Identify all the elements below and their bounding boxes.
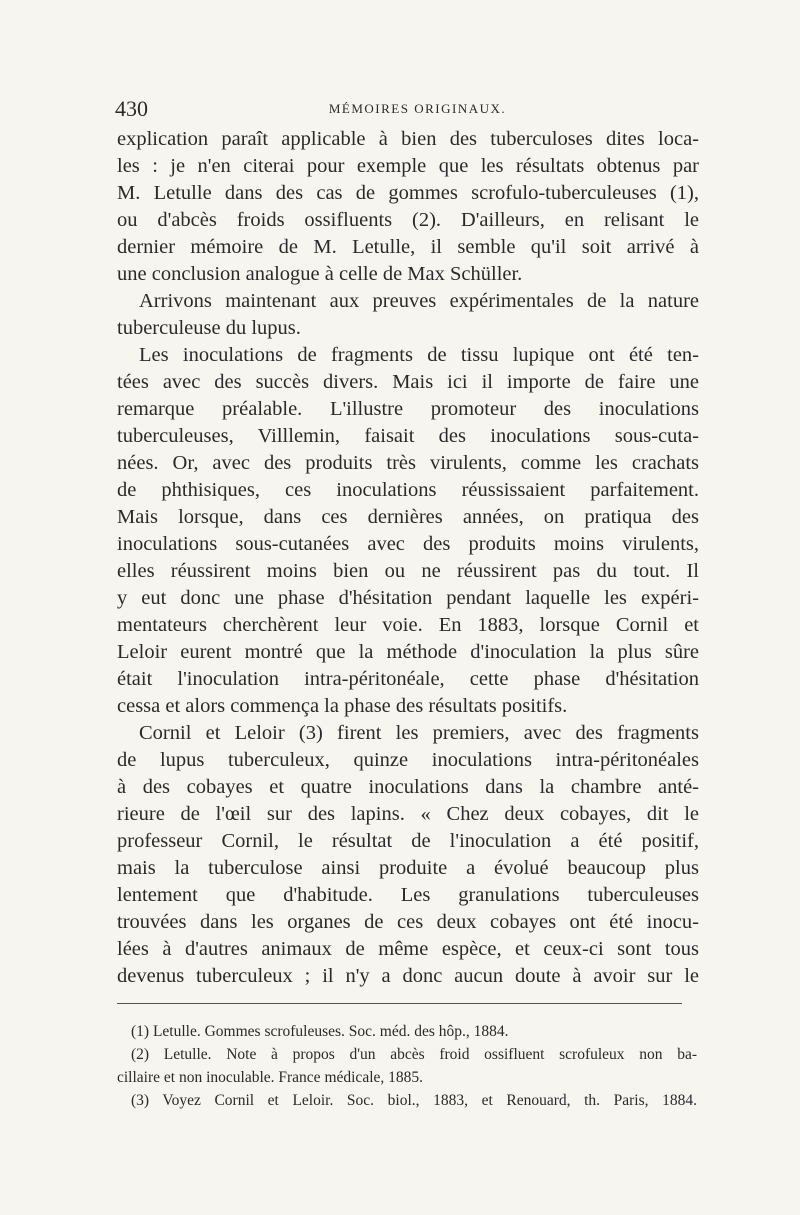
text-line: remarque préalable. L'illustre promoteur des inoculations bbox=[117, 398, 699, 420]
text-line: cessa et alors commença la phase des résultats positifs. bbox=[117, 695, 568, 717]
text-line: ou d'abcès froids ossifluents (2). D'ailleurs, en relisant le bbox=[117, 209, 699, 231]
text-line: lées à d'autres animaux de même espèce, et ceux-ci sont tous bbox=[117, 938, 699, 960]
text-line: M. Letulle dans des cas de gommes scrofulo-tuberculeuses (1), bbox=[117, 182, 699, 204]
text-line: professeur Cornil, le résultat de l'inoculation a été positif, bbox=[117, 830, 699, 852]
page-header bbox=[115, 96, 700, 120]
text-line: mais la tuberculose ainsi produite a évolué beaucoup plus bbox=[117, 857, 699, 879]
footnote: (3) Voyez Cornil et Leloir. Soc. biol., 1883, et Renouard, th. Paris, 1884. bbox=[131, 1092, 697, 1109]
text-line: explication paraît applicable à bien des tuberculoses dites loca- bbox=[117, 128, 699, 150]
text-line: trouvées dans les organes de ces deux cobayes ont été inocu- bbox=[117, 911, 699, 933]
text-line: Leloir eurent montré que la méthode d'inoculation la plus sûre bbox=[117, 641, 699, 663]
text-line: était l'inoculation intra-péritonéale, cette phase d'hésitation bbox=[117, 668, 699, 690]
text-line: inoculations sous-cutanées avec des produits moins virulents, bbox=[117, 533, 699, 555]
text-line: Les inoculations de fragments de tissu lupique ont été ten- bbox=[139, 344, 699, 366]
text-line: de lupus tuberculeux, quinze inoculations intra-péritonéales bbox=[117, 749, 699, 771]
footnote: (1) Letulle. Gommes scrofuleuses. Soc. méd. des hôp., 1884. bbox=[131, 1023, 509, 1040]
text-line: y eut donc une phase d'hésitation pendant laquelle les expéri- bbox=[117, 587, 699, 609]
running-head: MÉMOIRES ORIGINAUX. bbox=[328, 101, 507, 116]
text-line: rieure de l'œil sur des lapins. « Chez deux cobayes, dit le bbox=[117, 803, 699, 825]
text-line: tuberculeuses, Villlemin, faisait des inoculations sous-cuta- bbox=[117, 425, 699, 447]
page-number: 430 bbox=[115, 96, 148, 121]
text-line: une conclusion analogue à celle de Max Schüller. bbox=[117, 263, 523, 285]
footnote-separator bbox=[117, 1003, 682, 1004]
text-line: Cornil et Leloir (3) firent les premiers, avec des fragments bbox=[139, 722, 699, 744]
footnote-continuation: cillaire et non inoculable. France médicale, 1885. bbox=[117, 1069, 424, 1086]
text-line: Mais lorsque, dans ces dernières années, on pratiqua des bbox=[117, 506, 699, 528]
body-text bbox=[117, 126, 699, 990]
text-line: à des cobayes et quatre inoculations dans la chambre anté- bbox=[117, 776, 699, 798]
text-line: mentateurs cherchèrent leur voie. En 1883, lorsque Cornil et bbox=[117, 614, 699, 636]
footnotes bbox=[117, 1020, 697, 1112]
text-line: lentement que d'habitude. Les granulations tuberculeuses bbox=[117, 884, 699, 906]
text-line: tées avec des succès divers. Mais ici il importe de faire une bbox=[117, 371, 699, 393]
text-line: tuberculeuse du lupus. bbox=[117, 317, 301, 339]
footnote: (2) Letulle. Note à propos d'un abcès froid ossifluent scrofuleux non ba- bbox=[131, 1046, 697, 1063]
text-line: nées. Or, avec des produits très virulents, comme les crachats bbox=[117, 452, 699, 474]
text-line: les : je n'en citerai pour exemple que les résultats obtenus par bbox=[117, 155, 699, 177]
text-line: elles réussirent moins bien ou ne réussirent pas du tout. Il bbox=[117, 560, 699, 582]
text-line: dernier mémoire de M. Letulle, il semble qu'il soit arrivé à bbox=[117, 236, 699, 258]
text-line: de phthisiques, ces inoculations réussissaient parfaitement. bbox=[117, 479, 699, 501]
text-line: Arrivons maintenant aux preuves expérimentales de la nature bbox=[139, 290, 699, 312]
text-line: devenus tuberculeux ; il n'y a donc aucun doute à avoir sur le bbox=[117, 965, 699, 987]
